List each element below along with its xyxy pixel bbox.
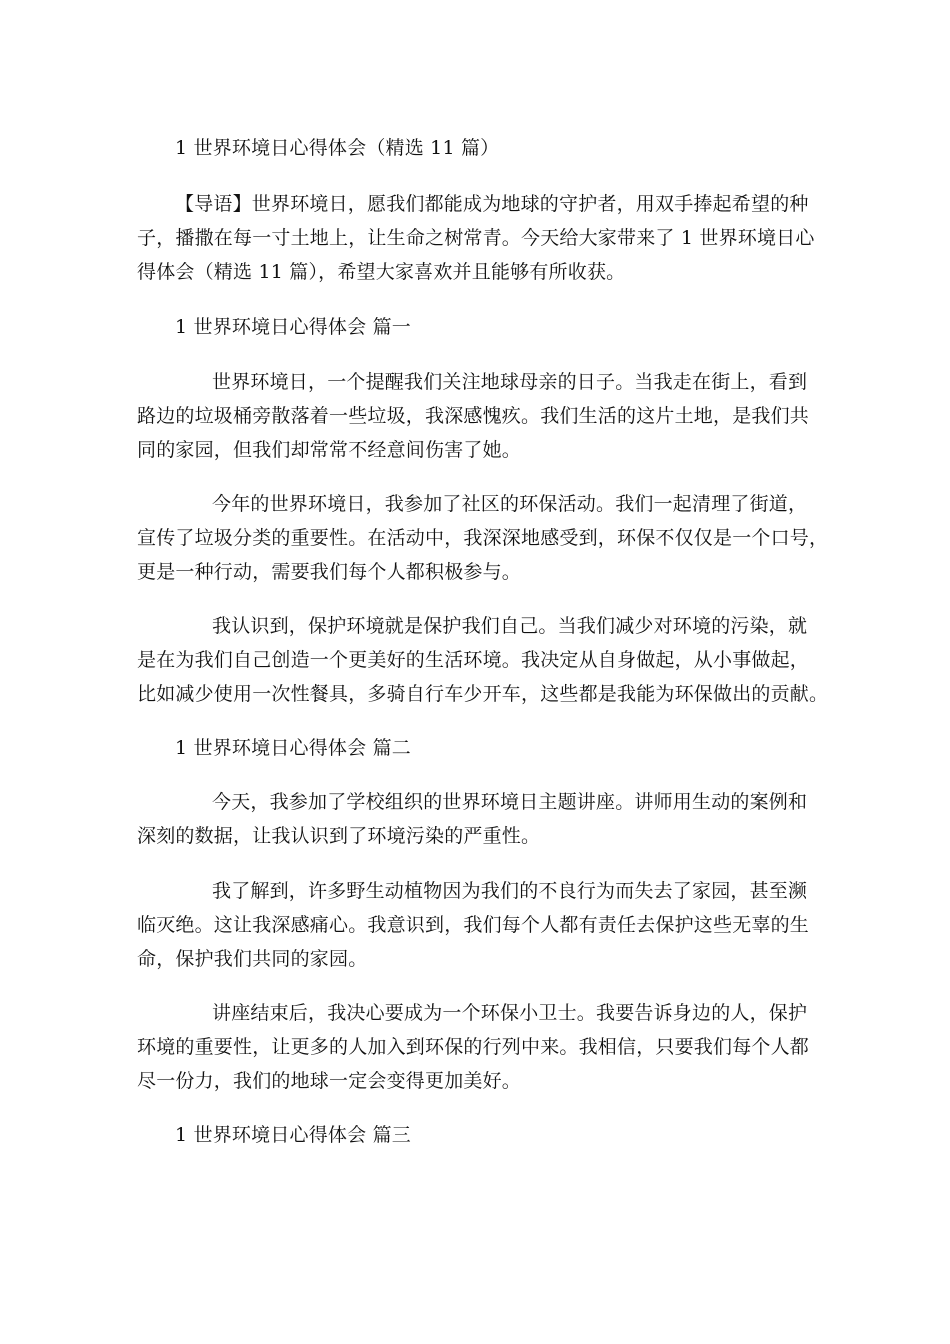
paragraph-line: 今年的世界环境日，我参加了社区的环保活动。我们一起清理了街道， (212, 493, 808, 515)
paragraph-line: 我了解到，许多野生动植物因为我们的不良行为而失去了家园，甚至濒 (212, 880, 808, 902)
paragraph-line: 命，保护我们共同的家园。 (137, 948, 368, 970)
paragraph-line: 比如减少使用一次性餐具，多骑自行车少开车，这些都是我能为环保做出的贡献。 (137, 683, 829, 705)
section-heading: 1 世界环境日心得体会 篇三 (175, 1124, 411, 1146)
paragraph-line: 宣传了垃圾分类的重要性。在活动中，我深深地感受到，环保不仅仅是一个口号， (137, 527, 829, 549)
paragraph-line: 同的家园，但我们却常常不经意间伤害了她。 (137, 439, 522, 461)
paragraph-line: 深刻的数据，让我认识到了环境污染的严重性。 (137, 825, 541, 847)
paragraph-line: 环境的重要性，让更多的人加入到环保的行列中来。我相信，只要我们每个人都 (137, 1036, 810, 1058)
intro-line: 子，播撒在每一寸土地上，让生命之树常青。今天给大家带来了 1 世界环境日心 (137, 227, 815, 249)
intro-line: 得体会（精选 11 篇），希望大家喜欢并且能够有所收获。 (137, 261, 626, 283)
paragraph-line: 路边的垃圾桶旁散落着一些垃圾，我深感愧疚。我们生活的这片土地，是我们共 (137, 405, 810, 427)
paragraph-line: 是在为我们自己创造一个更美好的生活环境。我决定从自身做起，从小事做起， (137, 649, 810, 671)
paragraph-line: 尽一份力，我们的地球一定会变得更加美好。 (137, 1070, 522, 1092)
paragraph-line: 我认识到，保护环境就是保护我们自己。当我们减少对环境的污染，就 (212, 615, 808, 637)
intro-line: 【导语】世界环境日，愿我们都能成为地球的守护者，用双手捧起希望的种 (175, 193, 809, 215)
paragraph-line: 讲座结束后，我决心要成为一个环保小卫士。我要告诉身边的人，保护 (212, 1002, 808, 1024)
section-heading: 1 世界环境日心得体会 篇一 (175, 316, 411, 338)
paragraph-line: 世界环境日，一个提醒我们关注地球母亲的日子。当我走在街上，看到 (212, 371, 808, 393)
section-heading: 1 世界环境日心得体会 篇二 (175, 737, 411, 759)
document-title: 1 世界环境日心得体会（精选 11 篇） (175, 137, 500, 159)
paragraph-line: 更是一种行动，需要我们每个人都积极参与。 (137, 561, 522, 583)
paragraph-line: 临灭绝。这让我深感痛心。我意识到，我们每个人都有责任去保护这些无辜的生 (137, 914, 810, 936)
paragraph-line: 今天，我参加了学校组织的世界环境日主题讲座。讲师用生动的案例和 (212, 791, 808, 813)
